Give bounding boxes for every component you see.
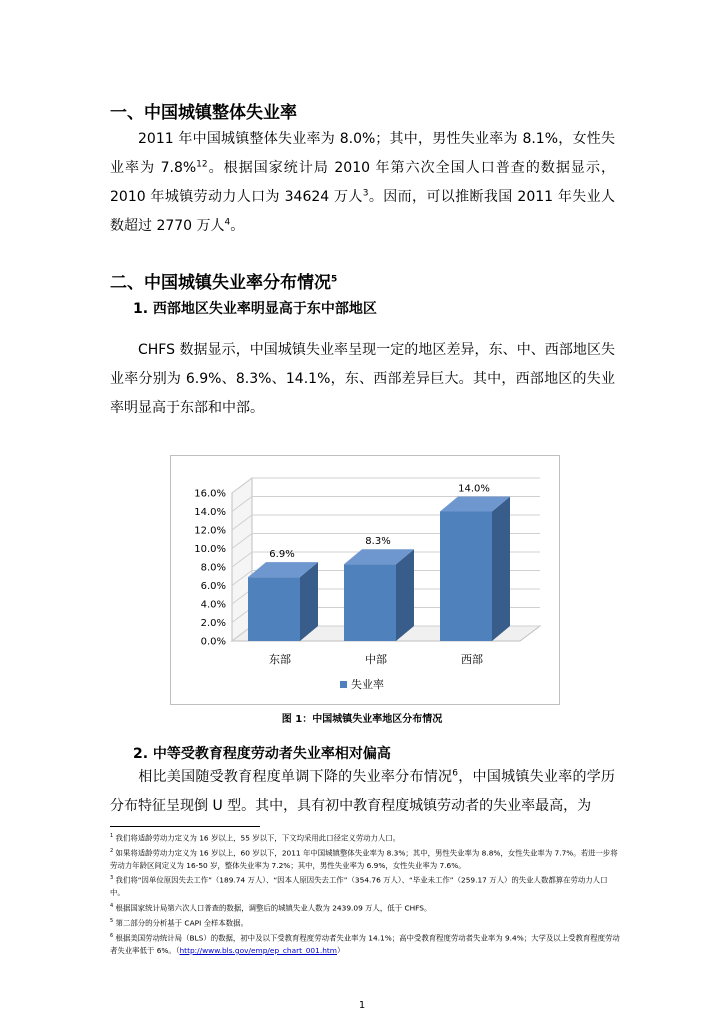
y-tick-label: 8.0% xyxy=(200,562,226,574)
data-label: 8.3% xyxy=(365,536,391,548)
y-tick-label: 0.0% xyxy=(200,636,226,648)
footnote-ref[interactable]: 12 xyxy=(196,159,208,170)
bar-side xyxy=(492,497,510,642)
footnote-text: 如果将适龄劳动力定义为 16 岁以上，60 岁以下，2011 年中国城镇整体失业率为 8.3%；其中，男性失业率为 8.8%，女性失业率为 7.7%。若进一步将劳动力年龄区间定义为 16-50 岁，整体失业率为 7.2%；其中，男性失业率为 6.9%，女性失业率为 7.6%。 xyxy=(110,848,618,870)
para-text: ，中国城镇失业率的学历分布特征呈现倒 U 型。其中，具有初中教育程度城镇劳动者的失业率最高，为 xyxy=(110,769,616,814)
section2-heading-text: 二、中国城镇失业率分布情况 xyxy=(110,273,331,293)
footnote-number: 6 xyxy=(110,932,114,939)
subheading-2: 2. 中等受教育程度劳动者失业率相对偏高 xyxy=(133,746,391,762)
footnote-ref[interactable]: 4 xyxy=(224,217,231,228)
chart-canvas xyxy=(170,455,560,705)
data-label: 6.9% xyxy=(269,549,295,561)
data-label: 14.0% xyxy=(458,483,490,495)
footnote-text: 根据美国劳动统计局（BLS）的数据，初中及以下受教育程度劳动者失业率为 14.1%；高中受教育程度劳动者失业率为 9.4%；大学及以上受教育程度劳动者失业率低于 6%。（ xyxy=(110,933,620,955)
footnote-text: 我们将适龄劳动力定义为 16 岁以上，55 岁以下，下文均采用此口径定义劳动力人口。 xyxy=(115,833,401,843)
footnote-number: 4 xyxy=(110,902,114,909)
footnote-text: ） xyxy=(336,945,345,955)
footnote-ref[interactable]: 5 xyxy=(331,274,338,285)
page-number: 1 xyxy=(358,1000,366,1011)
bls-link[interactable]: http://www.bls.gov/emp/ep_chart_001.htm xyxy=(179,945,337,955)
para-text: 。因而，可以推断我国 2011 年失业人数超过 2770 万人 xyxy=(110,189,616,234)
footnote-text: 第二部分的分析基于 CAPI 全样本数据。 xyxy=(115,918,248,928)
y-tick-label: 12.0% xyxy=(194,525,226,537)
section2-heading xyxy=(110,268,337,293)
footnote-number: 5 xyxy=(110,917,114,924)
bar xyxy=(344,564,396,641)
section1-paragraph xyxy=(110,125,615,241)
figure-caption: 图 1：中国城镇失业率地区分布情况 xyxy=(281,714,443,725)
footnote-item xyxy=(110,900,620,915)
para-text: 相比美国随受教育程度单调下降的失业率分布情况 xyxy=(138,769,453,785)
y-tick-label: 14.0% xyxy=(194,507,226,518)
y-tick-label: 10.0% xyxy=(194,544,226,555)
footnote-item xyxy=(110,930,620,957)
bar-chart xyxy=(170,455,560,705)
y-tick-label: 2.0% xyxy=(200,618,226,629)
footnote-item xyxy=(110,830,620,845)
footnote-text: 我们将“因单位原因失去工作”（189.74 万人）、“因本人原因失去工作”（354.76 万人）、“毕业未工作”（259.17 万人）的失业人数都算在劳动力人口中。 xyxy=(110,875,608,898)
bar xyxy=(440,512,492,642)
x-tick-label: 东部 xyxy=(269,653,291,666)
para-text: 2011 年中国城镇整体失业率为 8.0%；其中，男性失业率为 8.1%，女性失业率为 7.8% xyxy=(110,131,615,176)
footnote-text: 根据国家统计局第六次人口普查的数据，调整后的城镇失业人数为 2439.09 万人，低于 CHFS。 xyxy=(115,903,432,913)
footnote-ref[interactable]: 6 xyxy=(452,768,459,779)
para-text: 。 xyxy=(230,218,245,234)
footnote-number: 3 xyxy=(110,875,114,882)
legend-label: 失业率 xyxy=(351,678,384,691)
footnote-ref[interactable]: 3 xyxy=(362,188,369,199)
y-tick-label: 4.0% xyxy=(200,599,226,611)
section2-paragraph-2 xyxy=(110,763,615,821)
y-tick-label: 16.0% xyxy=(194,488,226,500)
bar xyxy=(248,577,300,641)
footnotes xyxy=(110,830,620,957)
x-tick-label: 中部 xyxy=(365,653,387,666)
legend-swatch xyxy=(340,681,347,688)
footnote-number: 1 xyxy=(110,833,114,839)
footnote-separator xyxy=(110,826,260,827)
footnote-item xyxy=(110,915,620,930)
subheading-1: 1. 西部地区失业率明显高于东中部地区 xyxy=(133,301,377,317)
x-tick-label: 西部 xyxy=(461,653,483,666)
section2-paragraph-1 xyxy=(110,336,615,423)
para-text: 。根据国家统计局 2010 年第六次全国人口普查的数据显示，2010 年城镇劳动力人口为 34624 万人 xyxy=(110,160,615,205)
footnote-item xyxy=(110,872,620,899)
footnote-item xyxy=(110,845,620,872)
section1-heading: 一、中国城镇整体失业率 xyxy=(110,103,297,123)
para-text: CHFS 数据显示，中国城镇失业率呈现一定的地区差异，东、中、西部地区失业率分别为 6.9%、8.3%、14.1%，东、西部差异巨大。其中，西部地区的失业率明显高于东部和中部。 xyxy=(110,342,615,416)
footnote-number: 2 xyxy=(110,847,114,854)
y-tick-label: 6.0% xyxy=(200,581,226,592)
bar-side xyxy=(396,549,414,641)
